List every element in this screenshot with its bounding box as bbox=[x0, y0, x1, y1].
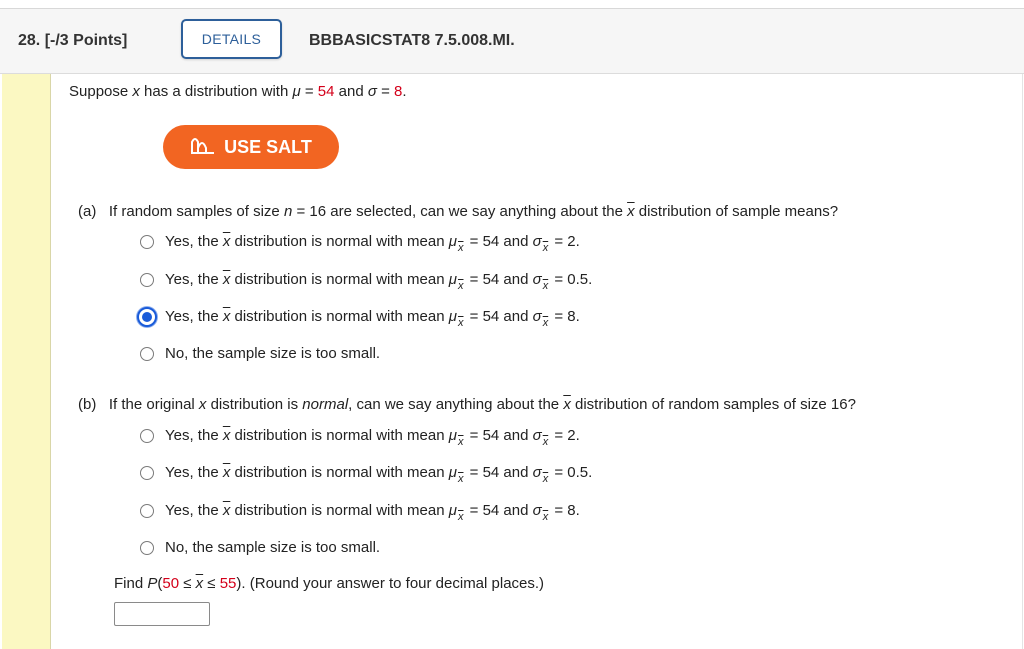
part-b-option-1-radio[interactable] bbox=[140, 429, 154, 443]
probability-answer-input[interactable] bbox=[114, 602, 210, 626]
question-status-bar bbox=[2, 74, 51, 649]
part-a-option-2[interactable]: Yes, the $\overline{x}$ distribution is normal with mean $\mu_{\overline{x}} = 54$ and $\sigma_{\overline{x}} = 0.5$. bbox=[165, 271, 593, 292]
question-number: 28. [-/3 Points] bbox=[18, 32, 128, 49]
part-a-option-3[interactable]: Yes, the $\overline{x}$ distribution is normal with mean $\mu_{\overline{x}} = 54$ and $\sigma_{\overline{x}} = 8$. bbox=[165, 308, 580, 329]
part-a-option-1-radio[interactable] bbox=[140, 235, 154, 249]
question-header bbox=[0, 9, 1024, 74]
use-salt-label: USE SALT bbox=[224, 136, 312, 157]
mu-value: 54 bbox=[317, 83, 335, 100]
part-b-option-3-radio[interactable] bbox=[140, 504, 154, 518]
part-b-option-4-radio[interactable] bbox=[140, 541, 154, 555]
use-salt-button[interactable] bbox=[163, 125, 339, 169]
details-button[interactable]: DETAILS bbox=[181, 19, 282, 59]
part-b-option-2[interactable]: Yes, the $\overline{x}$ distribution is normal with mean $\mu_{\overline{x}} = 54$ and $\sigma_{\overline{x}} = 0.5$. bbox=[165, 464, 593, 485]
upper-bound: 55 bbox=[219, 575, 237, 592]
part-b-option-1[interactable]: Yes, the $\overline{x}$ distribution is normal with mean $\mu_{\overline{x}} = 54$ and $\sigma_{\overline{x}} = 2$. bbox=[165, 427, 580, 448]
part-b-option-2-radio[interactable] bbox=[140, 466, 154, 480]
right-border bbox=[1022, 74, 1023, 649]
part-a-question: (a) If random samples of size n = 16 are selected, can we say anything about the $\overline{x}$ distribution of sample means? bbox=[78, 203, 839, 220]
question-id: BBBASICSTAT8 7.5.008.MI. bbox=[309, 32, 515, 49]
find-probability-text: Find $P(50 \le \overline{x} \le 55)$. (Round your answer to four decimal places.) bbox=[114, 575, 545, 592]
part-b-option-3[interactable]: Yes, the $\overline{x}$ distribution is normal with mean $\mu_{\overline{x}} = 54$ and $\sigma_{\overline{x}} = 8$. bbox=[165, 502, 580, 523]
part-a-option-3-radio-selected[interactable] bbox=[137, 307, 157, 327]
part-a-option-4-radio[interactable] bbox=[140, 347, 154, 361]
lower-bound: 50 bbox=[162, 575, 180, 592]
part-a-option-1[interactable]: Yes, the $\overline{x}$ distribution is normal with mean $\mu_{\overline{x}} = 54$ and $\sigma_{\overline{x}} = 2$. bbox=[165, 233, 580, 254]
intro-text: Suppose x has a distribution with μ = 54 and σ = 8. bbox=[69, 83, 407, 100]
part-b-option-4[interactable]: No, the sample size is too small. bbox=[165, 539, 381, 556]
part-a-option-4[interactable]: No, the sample size is too small. bbox=[165, 345, 381, 362]
part-a-option-2-radio[interactable] bbox=[140, 273, 154, 287]
question-points: [-/3 Points] bbox=[44, 32, 128, 49]
salt-chart-icon bbox=[190, 135, 216, 160]
part-b-question: (b) If the original x distribution is normal, can we say anything about the $\overline{x}$ distribution of random samples of size 16? bbox=[78, 396, 856, 413]
sigma-value: 8 bbox=[394, 83, 403, 100]
